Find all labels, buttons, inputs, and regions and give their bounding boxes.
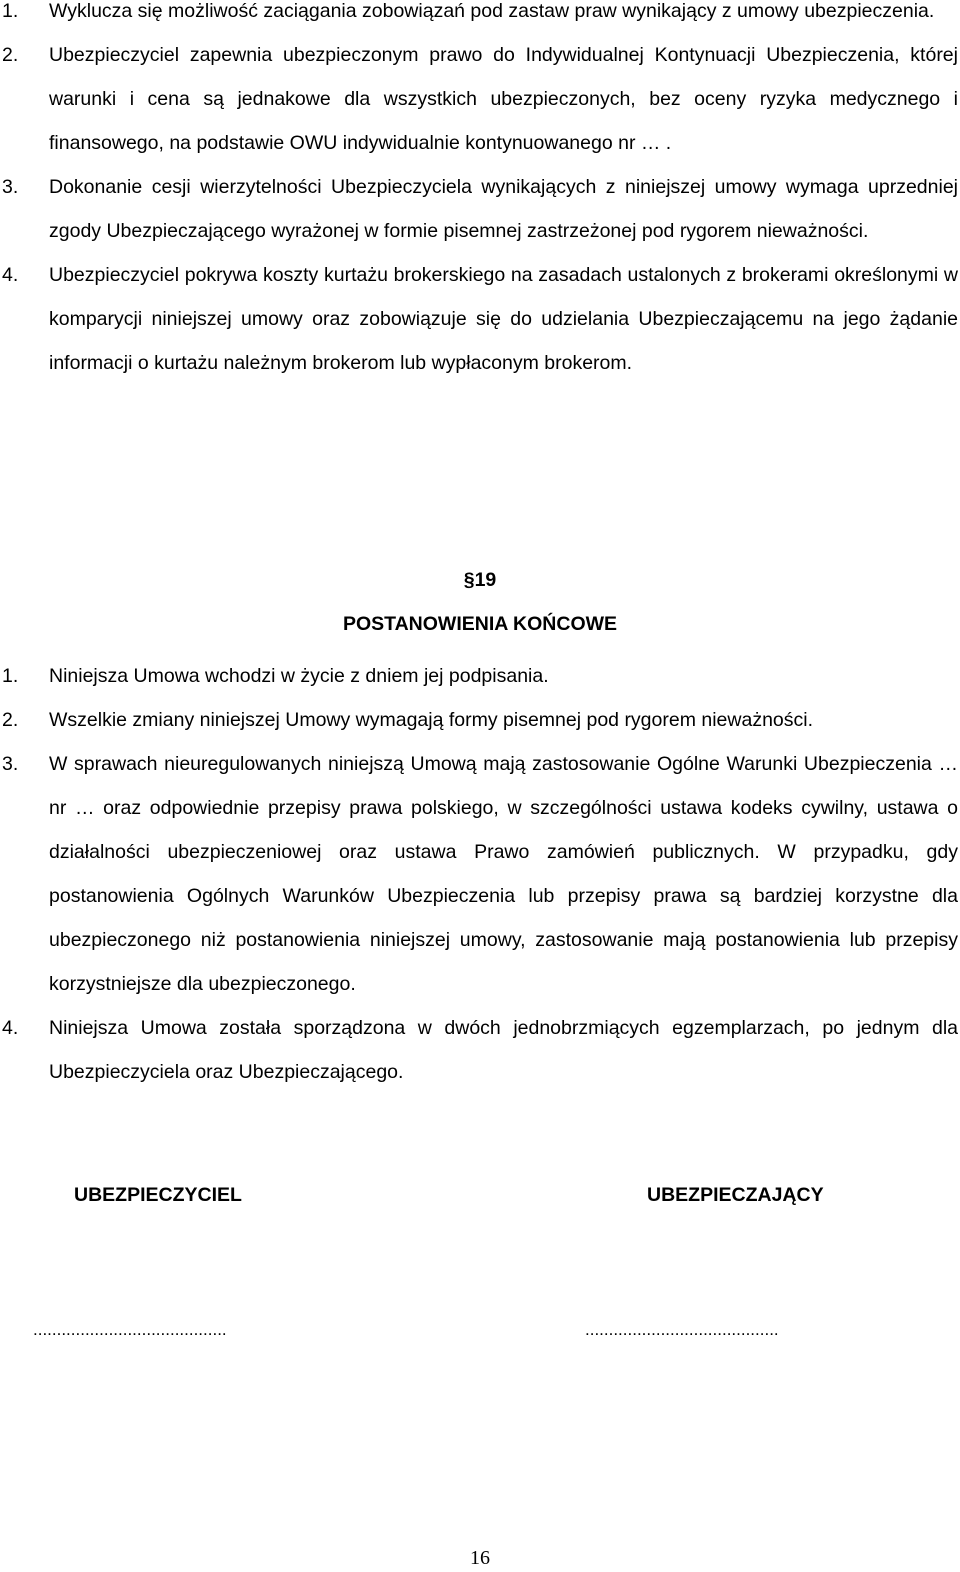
clause-number: 4. (2, 1017, 19, 1039)
clause-number: 2. (2, 709, 19, 731)
section-number: §19 (463, 569, 497, 591)
signature-party-policyholder: UBEZPIECZAJĄCY (647, 1184, 824, 1206)
section-title: POSTANOWIENIA KOŃCOWE (342, 613, 618, 635)
page-number: 16 (470, 1547, 490, 1569)
signature-line-policyholder: ......................................... (585, 1320, 779, 1339)
clause-text: W sprawach nieuregulowanych niniejszą Umową mają zastosowanie Ogólne Warunki Ubezpieczenia … nr … oraz odpowiednie przepisy prawa polskiego, w szczególności ustawa kodeks cywilny, ustawa o działalności ubezpieczeniowej oraz ustawa Prawo zamówień publicznych. W przypadku, gdy postanowienia Ogólnych Warunków Ubezpieczenia lub przepisy prawa są bardziej korzystne dla ubezpieczonego niż postanowienia niniejszej umowy, zastosowanie mają postanowienia lub przepisy korzystniejsze dla ubezpieczonego. (49, 753, 958, 995)
clause-item (0, 698, 958, 742)
clause-item (0, 654, 958, 698)
clause-text: Dokonanie cesji wierzytelności Ubezpieczyciela wynikających z niniejszej umowy wymaga uprzedniej zgody Ubezpieczającego wyrażonej w formie pisemnej zastrzeżonej pod rygorem nieważności. (49, 176, 958, 242)
clause-item (0, 0, 958, 33)
clause-text: Wyklucza się możliwość zaciągania zobowiązań pod zastaw praw wynikający z umowy ubezpieczenia. (49, 0, 935, 22)
clause-number: 3. (2, 753, 19, 775)
clause-number: 3. (2, 176, 19, 198)
clause-text: Ubezpieczyciel zapewnia ubezpieczonym prawo do Indywidualnej Kontynuacji Ubezpieczenia, której warunki i cena są jednakowe dla wszystkich ubezpieczonych, bez oceny ryzyka medycznego i finansowego, na podstawie OWU indywidualnie kontynuowanego nr … . (49, 44, 958, 154)
clause-number: 1. (2, 0, 19, 22)
clause-number: 4. (2, 264, 19, 286)
clause-text: Niniejsza Umowa wchodzi w życie z dniem jej podpisania. (49, 665, 549, 687)
clause-item (0, 1006, 958, 1094)
signature-party-insurer: UBEZPIECZYCIEL (74, 1184, 242, 1206)
clause-text: Niniejsza Umowa została sporządzona w dwóch jednobrzmiących egzemplarzach, po jednym dla Ubezpieczyciela oraz Ubezpieczającego. (49, 1017, 958, 1083)
clauses-list-final (0, 654, 958, 1094)
clause-item (0, 33, 958, 165)
clause-number: 1. (2, 665, 19, 687)
clause-number: 2. (2, 44, 19, 66)
clause-item (0, 253, 958, 385)
clause-text: Wszelkie zmiany niniejszej Umowy wymagają formy pisemnej pod rygorem nieważności. (49, 709, 814, 731)
clauses-list-top (0, 0, 958, 385)
clause-text: Ubezpieczyciel pokrywa koszty kurtażu brokerskiego na zasadach ustalonych z brokerami określonymi w komparycji niniejszej umowy oraz zobowiązuje się do udzielania Ubezpieczającemu na jego żądanie informacji o kurtażu należnym brokerom lub wypłaconym brokerom. (49, 264, 958, 374)
signature-line-insurer: ......................................... (33, 1320, 227, 1339)
clause-item (0, 165, 958, 253)
clause-item (0, 742, 958, 1006)
